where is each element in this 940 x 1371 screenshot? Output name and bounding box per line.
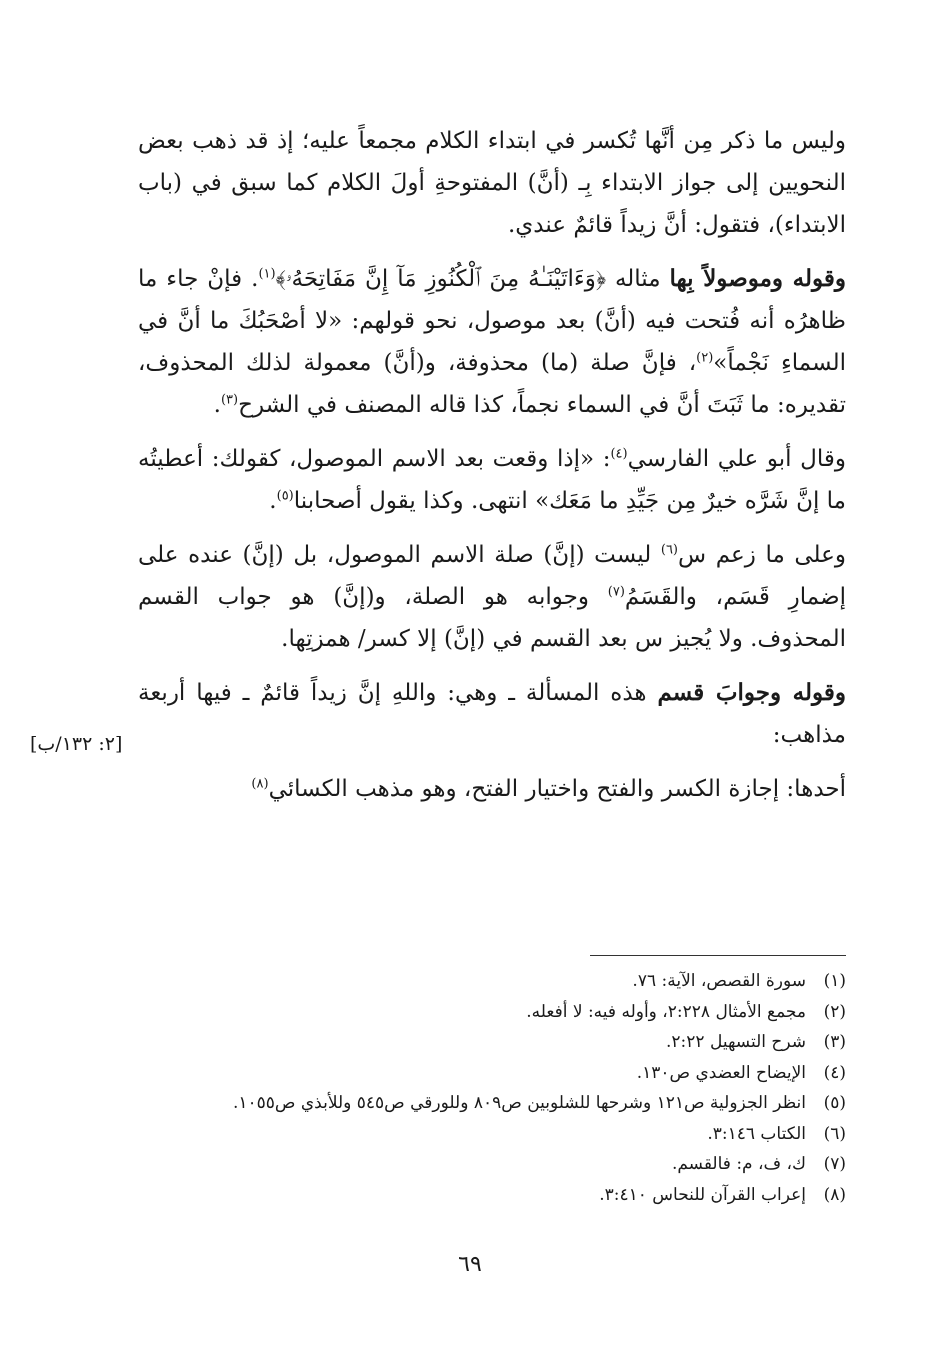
manuscript-folio-marker: [٢: ١٣٢/ب] — [30, 733, 123, 755]
paragraph-3-text-a: وقال أبو علي الفارسي — [627, 446, 846, 472]
footnote-text: مجمع الأمثال ٢:٢٢٨، وأوله فيه: لا أفعله. — [526, 1001, 806, 1022]
paragraph-2 — [138, 258, 846, 426]
footnote-item — [130, 1027, 846, 1058]
footnote-text: سورة القصص، الآية: ٧٦. — [632, 971, 806, 991]
footnote-text: انظر الجزولية ص١٢١ وشرحها للشلوبين ص٨٠٩ وللورقي ص٥٤٥ وللأبذي ص١٠٥٥. — [232, 1093, 806, 1113]
quoted-phrase: وقوله وموصولاً بِها — [669, 265, 846, 292]
footnote-text: إعراب القرآن للنحاس ٣:٤١٠. — [599, 1184, 806, 1205]
footnote-ref-3[interactable]: (٣) — [220, 392, 239, 408]
paragraph-4-end: وجوابه هو الصلة، و(إنَّ) هو جواب القسم المحذوف. ولا يُجيز س بعد القسم في (إنَّ) إلا كسر/ همزتِها. — [138, 584, 846, 652]
footnote-ref-8[interactable]: (٨) — [251, 776, 269, 792]
footnote-item — [130, 1119, 846, 1150]
footnote-text: الإيضاح العضدي ص١٣٠. — [636, 1062, 806, 1083]
footnote-number: (١) — [823, 971, 846, 991]
footnote-item — [130, 966, 846, 997]
page-number: ٦٩ — [458, 1252, 482, 1277]
footnote-separator — [590, 955, 846, 956]
paragraph-2-end: . — [213, 392, 221, 418]
paragraph-2-text-a: مثاله ﴿وَءَاتَيْنَـٰهُ مِنَ ٱلْكُنُوزِ مَآ إِنَّ مَفَاتِحَهُۥ﴾ — [275, 266, 670, 292]
footnote-item — [130, 1088, 846, 1119]
footnote-item — [130, 997, 846, 1028]
paragraph-1-text: وليس ما ذكر مِن أنَّها تُكسر في ابتداء الكلام مجمعاً عليه؛ إذ قد ذهب بعض النحويين إلى جواز الابتداء بِـ (أنَّ) المفتوحةِ أولَ الكلام كما سبق في (باب الابتداء)، فتقول: أنَّ زيداً قائمٌ عندي. — [138, 128, 846, 238]
footnote-ref-4[interactable]: (٤) — [610, 446, 628, 462]
footnote-ref-1[interactable]: (١) — [258, 266, 276, 282]
paragraph-3-end: . — [269, 488, 277, 514]
footnote-item — [130, 1149, 846, 1180]
footnote-ref-7[interactable]: (٧) — [607, 584, 625, 600]
paragraph-4-text-a: وعلى ما زعم س — [678, 542, 847, 568]
paragraph-4 — [138, 534, 846, 660]
paragraph-2-text-b: . فإنْ جاء ما ظاهرُه أنه فُتحت فيه (أنَّ) بعد موصول، نحو قولهم: «لا أصْحَبُكَ ما أنَّ في السماءِ نَجْماً» — [138, 266, 846, 376]
footnote-text: شرح التسهيل ٢:٢٢. — [666, 1032, 806, 1052]
footnote-number: (٦) — [823, 1123, 846, 1144]
footnote-item — [130, 1180, 846, 1211]
main-text — [138, 120, 846, 822]
footnote-ref-2[interactable]: (٢) — [696, 350, 714, 366]
footnote-number: (٥) — [823, 1093, 846, 1113]
paragraph-6 — [138, 768, 846, 810]
paragraph-4-text-b: ليست (إنَّ) صلة الاسم الموصول، بل (إنَّ) عنده على إضمارِ قَسَم، والقَسَمُ — [138, 542, 846, 610]
footnote-number: (٤) — [823, 1062, 846, 1083]
paragraph-3 — [138, 438, 846, 522]
paragraph-2-text-c: ، فإنَّ صلة (ما) محذوفة، و(أنَّ) معمولة لذلك المحذوف، تقديره: ما ثَبَتَ أنَّ في السماء نجماً، كذا قاله المصنف في الشرح — [138, 350, 846, 418]
paragraph-3-text-b: : «إذا وقعت بعد الاسم الموصول، كقولك: أعطيتُه ما إنَّ شَرَّه خيرٌ مِن جَيِّدِ ما مَعَك» انتهى. وكذا يقول أصحابنا — [138, 446, 846, 514]
footnotes-list — [130, 966, 846, 1210]
quoted-phrase: وقوله وجوابَ قسم — [657, 679, 847, 706]
footnote-number: (٧) — [823, 1154, 846, 1174]
footnote-number: (٨) — [823, 1184, 846, 1205]
paragraph-5 — [138, 672, 846, 756]
footnote-text: ك، ف، م: فالقسم. — [671, 1154, 806, 1174]
footnote-ref-6[interactable]: (٦) — [660, 542, 678, 558]
paragraph-1 — [138, 120, 846, 246]
paragraph-5-text: هذه المسألة ـ وهي: واللهِ إنَّ زيداً قائمٌ ـ فيها أربعة مذاهب: — [138, 680, 846, 748]
footnote-number: (٢) — [823, 1001, 846, 1022]
footnote-text: الكتاب ٣:١٤٦. — [707, 1123, 806, 1144]
paragraph-6-text: أحدها: إجازة الكسر والفتح واختيار الفتح، وهو مذهب الكسائي — [268, 776, 846, 802]
footnote-number: (٣) — [823, 1032, 846, 1052]
footnote-item — [130, 1058, 846, 1089]
footnote-ref-5[interactable]: (٥) — [276, 488, 294, 504]
